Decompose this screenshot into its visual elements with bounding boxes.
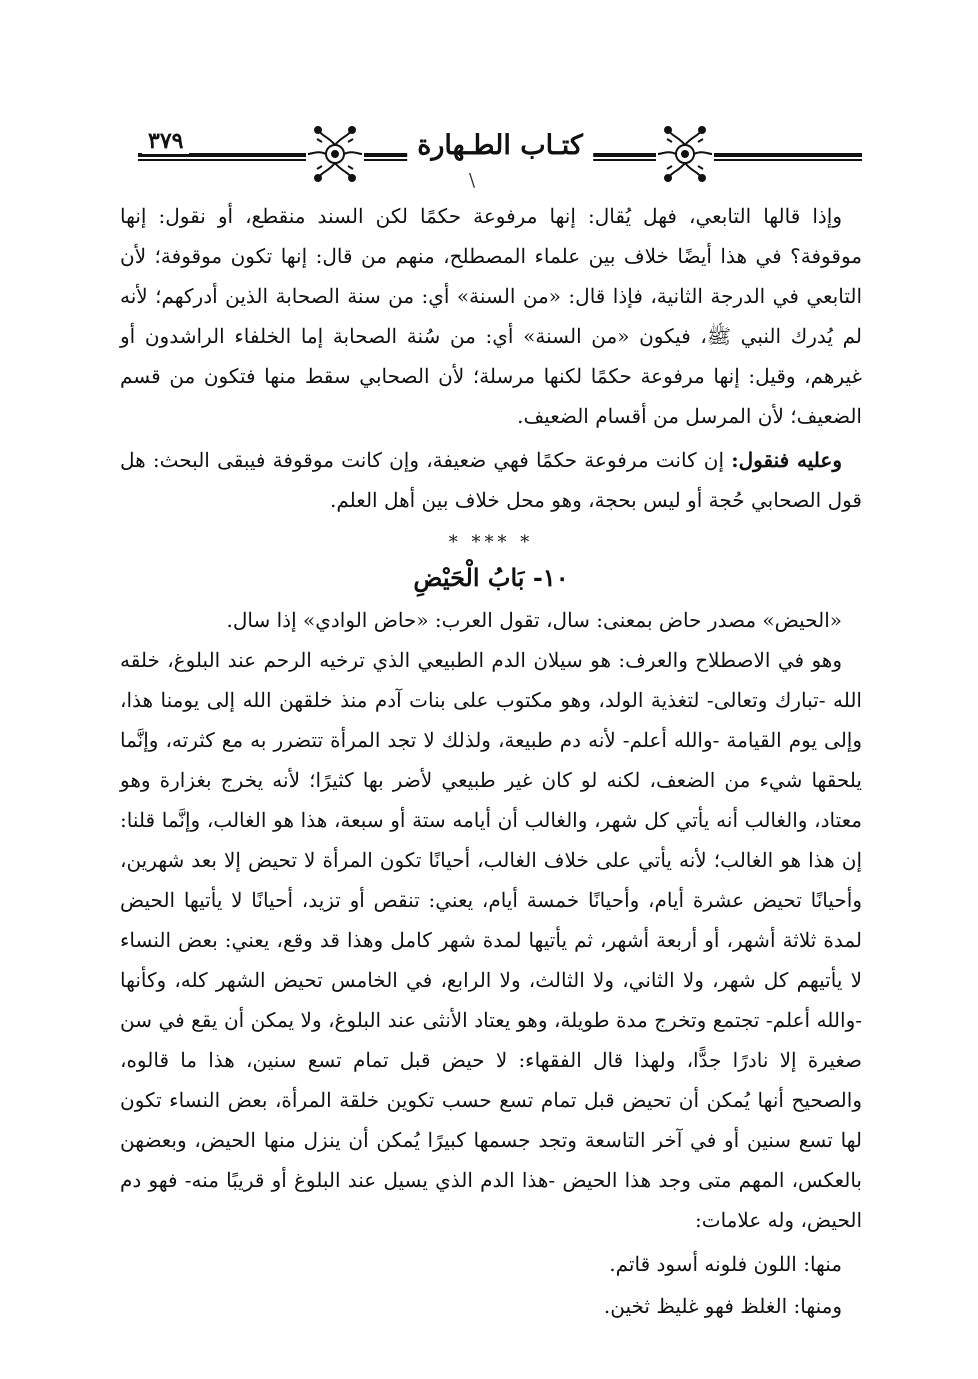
paragraph-text: إن كانت مرفوعة حكمًا فهي ضعيفة، وإن كانت موقوفة فيبقى البحث: هل قول الصحابي حُجة أو ليس بحجة، وهو محل خلاف بين أهل العلم. bbox=[120, 448, 862, 512]
paragraph bbox=[120, 440, 862, 520]
page-number: ٣٧٩ bbox=[142, 128, 189, 154]
floral-ornament-icon bbox=[656, 124, 714, 184]
section-title: ١٠- بَابُ الْحَيْضِ bbox=[413, 563, 569, 592]
running-title: كتـاب الطـهارة bbox=[407, 130, 593, 161]
body-text bbox=[120, 196, 862, 1324]
paragraph: وإذا قالها التابعي، فهل يُقال: إنها مرفوعة حكمًا لكن السند منقطع، أو نقول: إنها موقوفة؟ في هذا أيضًا خلاف بين علماء المصطلح، منهم من قال: إنها تكون موقوفة؛ لأن التابعي في الدرجة الثانية، فإذا قال: «من السنة» أي: من سنة الصحابة الذين أدركهم؛ لأنه لم يُدرك النبي ﷺ، فيكون «من السنة» أي: من سُنة الصحابة إما الخلفاء الراشدون أو غيرهم، وقيل: إنها مرفوعة حكمًا لكنها مرسلة؛ لأن الصحابي سقط منها فتكون من قسم الضعيف؛ لأن المرسل من أقسام الضعيف. bbox=[120, 204, 862, 428]
list-item: منها: اللون فلونه أسود قاتم. bbox=[609, 1252, 842, 1276]
stray-mark: \ bbox=[469, 170, 476, 191]
floral-ornament-icon bbox=[306, 124, 364, 184]
running-header bbox=[138, 124, 862, 184]
section-separator: * *** * bbox=[448, 532, 534, 553]
paragraph: «الحيض» مصدر حاض بمعنى: سال، تقول العرب: «حاض الوادي» إذا سال. bbox=[226, 608, 842, 632]
paragraph-lead: وعليه فنقول: bbox=[731, 448, 842, 472]
paragraph: وهو في الاصطلاح والعرف: هو سيلان الدم الطبيعي الذي ترخيه الرحم عند البلوغ، خلقه الله -تبارك وتعالى- لتغذية الولد، وهو مكتوب على بنات آدم منذ خلقهن الله إلى يومنا هذا، وإلى يوم القيامة -والله أعلم- لأنه دم طبيعة، ولذلك لا تجد المرأة تتضرر به مع كثرته، وإنَّما يلحقها شيء من الضعف، لكنه لو كان غير طبيعي لأضر بها كثيرًا؛ لأنه يخرج بغزارة وهو معتاد، والغالب أنه يأتي كل شهر، والغالب أن أيامه ستة أو سبعة، هذا هو الغالب، وإنَّما قلنا: إن هذا هو الغالب؛ لأنه يأتي على خلاف الغالب، أحيانًا تكون المرأة لا تحيض إلا بعد شهرين، وأحيانًا تحيض عشرة أيام، وأحيانًا خمسة أيام، يعني: تنقص أو تزيد، أحيانًا لا يأتيها الحيض لمدة ثلاثة أشهر، أو أربعة أشهر، ثم يأتيها لمدة شهر كامل وهذا قد وقع، يعني: بعض النساء لا يأتيهم كل شهر، ولا الثاني، ولا الثالث، ولا الرابع، في الخامس تحيض الشهر كله، وكأنها -والله أعلم- تجتمع وتخرج مدة طويلة، وهو يعتاد الأنثى عند البلوغ، ولا يمكن أن يقع في سن صغيرة إلا نادرًا جدًّا، ولهذا قال الفقهاء: لا حيض قبل تمام تسع سنين، هذا ما قالوه، والصحيح أنها يُمكن أن تحيض قبل تمام تسع حسب تكوين خلقة المرأة، بعض النساء تكون لها تسع سنين أو في آخر التاسعة وتجد جسمها كبيرًا يُمكن أن ينزل منها الحيض، وبعضهن بالعكس، المهم متى وجد هذا الحيض -هذا الدم الذي يسيل عند البلوغ أو قريبًا منه- فهو دم الحيض، وله علامات: bbox=[120, 648, 862, 1232]
list-item: ومنها: الغلظ فهو غليظ ثخين. bbox=[603, 1294, 842, 1318]
